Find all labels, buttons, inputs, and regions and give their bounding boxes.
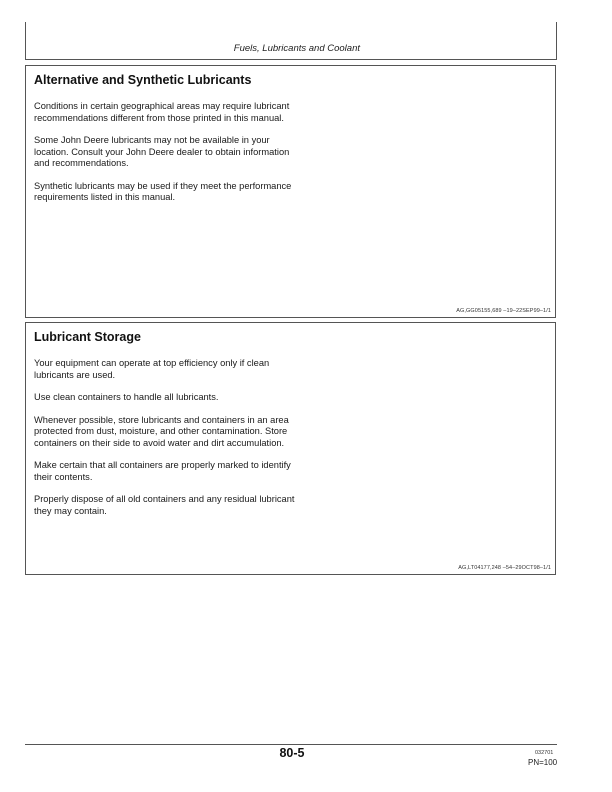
section-alternative-synthetic-lubricants	[25, 65, 556, 318]
paragraph: Whenever possible, store lubricants and containers in an area protected from dust, moisture, and other contamination. Store containers on their side to avoid water and dirt accumulation.	[34, 414, 289, 448]
running-head: Fuels, Lubricants and Coolant	[233, 43, 360, 54]
paragraph: Synthetic lubricants may be used if they meet the performance requirements listed in this manual.	[34, 180, 292, 202]
footer-code: 032701	[535, 750, 554, 756]
section-lubricant-storage	[25, 322, 556, 575]
section-body	[34, 358, 299, 528]
paragraph: Use clean containers to handle all lubricants.	[34, 392, 219, 402]
page-number: 80-5	[279, 746, 305, 760]
footer-pn: PN=100	[528, 758, 558, 767]
reference-code: AG,LT04177,248 –54–29OCT98–1/1	[458, 565, 551, 571]
section-body	[34, 101, 299, 215]
reference-code: AG,GG05155,689 –19–22SEP99–1/1	[456, 308, 551, 314]
section-title: Alternative and Synthetic Lubricants	[34, 73, 252, 87]
section-title: Lubricant Storage	[34, 330, 141, 344]
paragraph: Some John Deere lubricants may not be available in your location. Consult your John Deere dealer to obtain information and recommendations.	[34, 135, 290, 168]
paragraph: Conditions in certain geographical areas may require lubricant recommendations different from those printed in this manual.	[34, 101, 290, 123]
header-rule-right	[556, 22, 557, 60]
paragraph: Make certain that all containers are properly marked to identify their contents.	[34, 460, 291, 482]
footer-rule	[25, 744, 557, 745]
header-rule-left	[25, 22, 26, 60]
header-rule-bottom	[25, 59, 557, 60]
paragraph: Properly dispose of all old containers and any residual lubricant they may contain.	[34, 494, 295, 516]
paragraph: Your equipment can operate at top efficiency only if clean lubricants are used.	[34, 358, 270, 380]
